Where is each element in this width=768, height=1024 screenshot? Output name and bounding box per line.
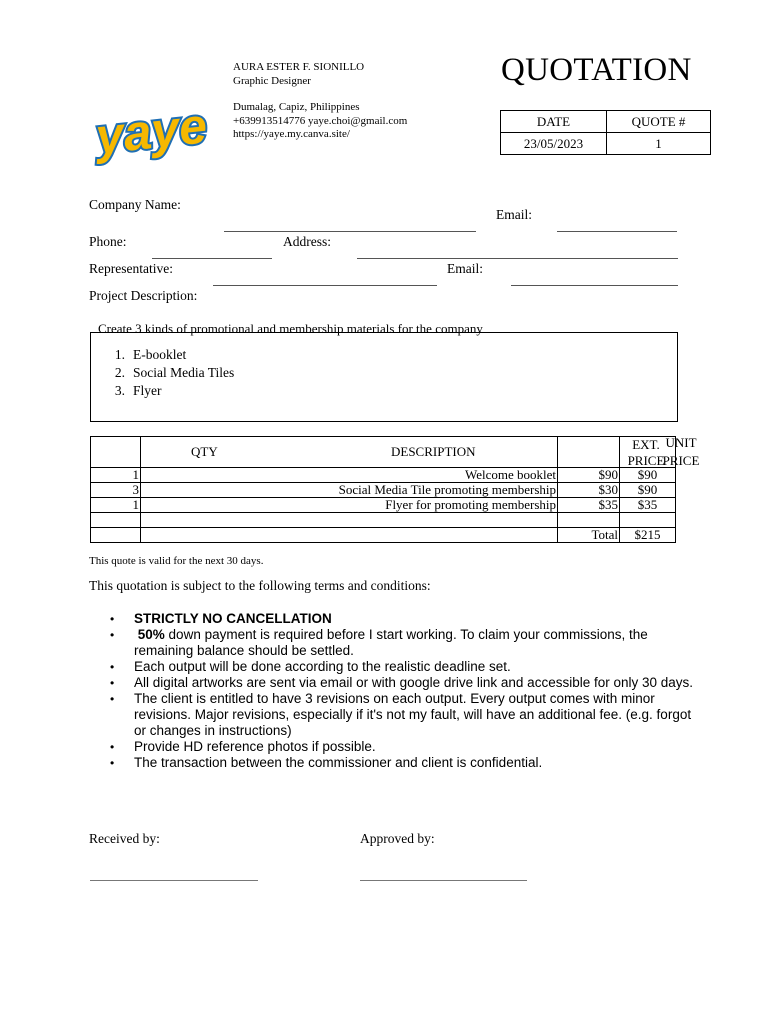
row-qty: 3 bbox=[91, 483, 141, 498]
table-header-row bbox=[91, 437, 676, 468]
description-header: DESCRIPTION bbox=[391, 444, 476, 459]
logo-graphic bbox=[88, 88, 218, 178]
term-item: • All digital artworks are sent via email or with google drive link and accessible for only 30 days. bbox=[110, 675, 694, 690]
total-label: Total bbox=[558, 528, 620, 543]
header-qty-description bbox=[141, 437, 558, 468]
date-quote-table bbox=[500, 110, 711, 155]
approved-by-label: Approved by: bbox=[360, 831, 435, 846]
representative-email-field[interactable] bbox=[511, 285, 678, 286]
received-by-signature-line[interactable] bbox=[90, 880, 258, 881]
bullet-icon: • bbox=[110, 740, 115, 754]
bullet-icon: • bbox=[110, 660, 115, 674]
logo bbox=[88, 88, 218, 178]
address-field[interactable] bbox=[357, 258, 678, 259]
total-value: $215 bbox=[620, 528, 676, 543]
date-header: DATE bbox=[501, 111, 607, 133]
representative-field[interactable] bbox=[213, 285, 437, 286]
email-field[interactable] bbox=[557, 231, 677, 232]
logo-text: yaye bbox=[93, 97, 210, 165]
header-blank-2 bbox=[558, 437, 620, 468]
address-label: Address: bbox=[283, 234, 331, 249]
email-label: Email: bbox=[496, 207, 532, 222]
row-unit-price: $90 bbox=[558, 468, 620, 483]
table-total-row bbox=[91, 528, 676, 543]
approved-by-signature-line[interactable] bbox=[360, 880, 527, 881]
bullet-icon: • bbox=[110, 692, 115, 706]
designer-phone-email: +639913514776 yaye.choi@gmail.com bbox=[233, 114, 408, 127]
bullet-icon: • bbox=[110, 756, 115, 770]
table-row bbox=[91, 483, 676, 498]
company-name-field[interactable] bbox=[224, 231, 476, 232]
project-item: 1. E-booklet bbox=[114, 347, 187, 362]
term-item: • Each output will be done according to the realistic deadline set. bbox=[110, 659, 511, 674]
term-item: • The transaction between the commissioner and client is confidential. bbox=[110, 755, 543, 770]
project-intro: Create 3 kinds of promotional and membership materials for the company bbox=[98, 321, 483, 336]
row-unit-price: $30 bbox=[558, 483, 620, 498]
terms-list bbox=[108, 611, 698, 771]
row-description: Flyer for promoting membership bbox=[141, 498, 558, 513]
qty-header: QTY bbox=[191, 444, 218, 459]
term-item: • STRICTLY NO CANCELLATION bbox=[110, 611, 332, 626]
row-qty: 1 bbox=[91, 468, 141, 483]
project-item: 3. Flyer bbox=[114, 383, 162, 398]
row-qty: 1 bbox=[91, 498, 141, 513]
designer-role: Graphic Designer bbox=[233, 74, 311, 87]
representative-label: Representative: bbox=[89, 261, 173, 276]
header-blank bbox=[91, 437, 141, 468]
terms-intro: This quotation is subject to the following terms and conditions: bbox=[89, 578, 431, 593]
page-title: QUOTATION bbox=[501, 52, 692, 88]
contact-block bbox=[233, 61, 407, 142]
received-by-label: Received by: bbox=[89, 831, 160, 846]
term-item: • The client is entitled to have 3 revisions on each output. Every output comes with minor revisions. Major revisions, especially if it's not my fault, will have an additional fee. (e.g. forgot or changes in instructions) bbox=[110, 691, 692, 738]
quote-number-value: 1 bbox=[607, 133, 711, 155]
term-item: • 50% down payment is required before I start working. To claim your commissions, the remaining balance should be settled. bbox=[110, 627, 648, 658]
designer-website: https://yaye.my.canva.site/ bbox=[233, 128, 350, 140]
row-description: Welcome booklet bbox=[141, 468, 558, 483]
unit-price-header: UNIT PRICE bbox=[662, 435, 700, 468]
table-row bbox=[91, 498, 676, 513]
designer-address: Dumalag, Capiz, Philippines bbox=[233, 101, 360, 113]
bullet-icon: • bbox=[110, 628, 115, 642]
header-prices bbox=[620, 435, 700, 468]
term-item: • Provide HD reference photos if possible. bbox=[110, 739, 376, 754]
representative-email-label: Email: bbox=[447, 261, 483, 276]
validity-note: This quote is valid for the next 30 days. bbox=[89, 555, 264, 567]
company-name-label: Company Name: bbox=[89, 197, 181, 212]
quote-number-header: QUOTE # bbox=[607, 111, 711, 133]
table-row-empty bbox=[91, 513, 676, 528]
bullet-icon: • bbox=[110, 676, 115, 690]
items-table bbox=[90, 435, 700, 543]
bullet-icon: • bbox=[110, 612, 115, 626]
row-unit-price: $35 bbox=[558, 498, 620, 513]
phone-field[interactable] bbox=[152, 258, 272, 259]
date-value: 23/05/2023 bbox=[501, 133, 607, 155]
row-ext-price: $35 bbox=[620, 498, 676, 513]
row-description: Social Media Tile promoting membership bbox=[141, 483, 558, 498]
designer-name: AURA ESTER F. SIONILLO bbox=[233, 61, 365, 73]
project-description-label: Project Description: bbox=[89, 288, 198, 303]
project-item: 2. Social Media Tiles bbox=[114, 365, 235, 380]
table-row bbox=[91, 468, 676, 483]
ext-price-header: EXT. PRICE bbox=[627, 437, 665, 468]
phone-label: Phone: bbox=[89, 234, 127, 249]
row-ext-price: $90 bbox=[620, 483, 676, 498]
project-description-box[interactable] bbox=[90, 332, 678, 422]
project-items bbox=[97, 346, 677, 400]
row-ext-price: $90 bbox=[620, 468, 676, 483]
